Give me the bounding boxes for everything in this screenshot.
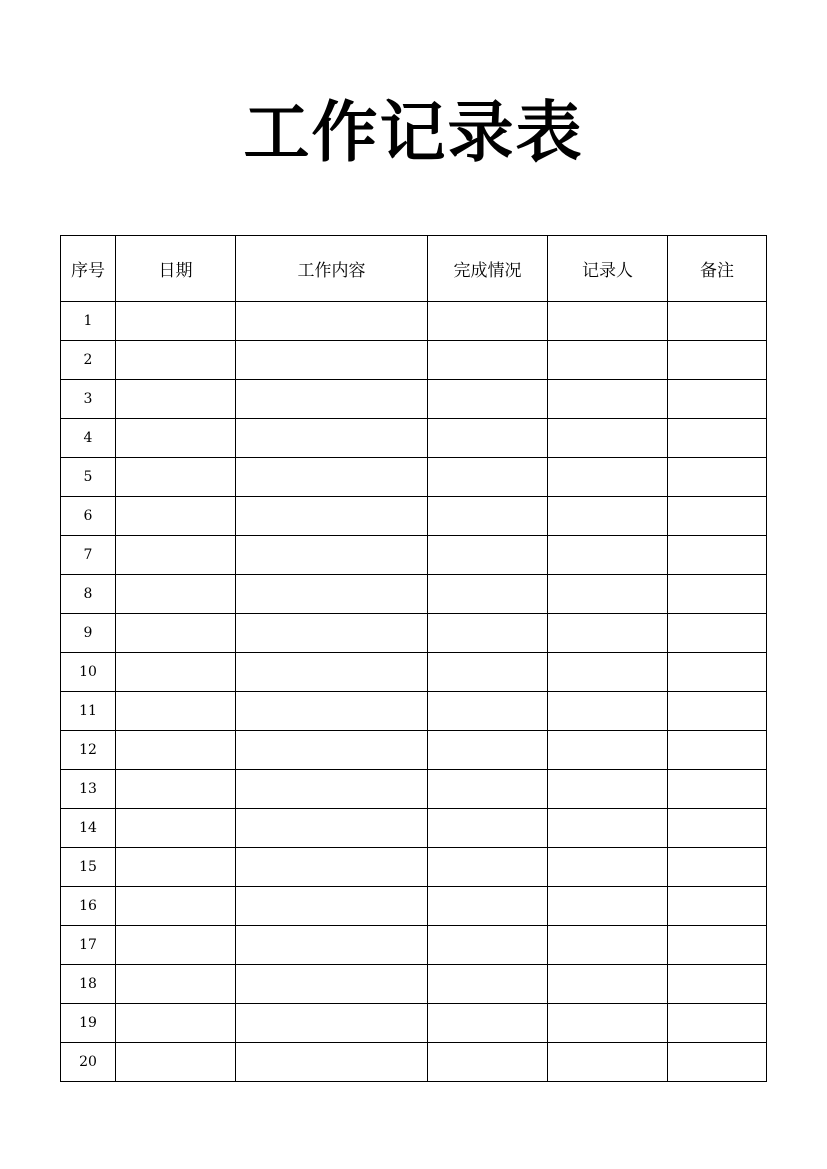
- work-content-cell[interactable]: [236, 302, 428, 341]
- date-cell[interactable]: [116, 497, 236, 536]
- date-cell[interactable]: [116, 692, 236, 731]
- work-content-cell[interactable]: [236, 575, 428, 614]
- work-content-cell[interactable]: [236, 380, 428, 419]
- recorder-cell[interactable]: [548, 1004, 668, 1043]
- remarks-cell[interactable]: [668, 692, 767, 731]
- header-row: [61, 236, 767, 302]
- remarks-cell[interactable]: [668, 458, 767, 497]
- completion-status-cell[interactable]: [428, 770, 548, 809]
- table-row: [61, 614, 767, 653]
- date-cell[interactable]: [116, 341, 236, 380]
- date-cell[interactable]: [116, 926, 236, 965]
- work-content-cell[interactable]: [236, 692, 428, 731]
- serial-number-cell: 17: [61, 926, 116, 965]
- serial-number-cell: 7: [61, 536, 116, 575]
- date-cell[interactable]: [116, 1043, 236, 1082]
- completion-status-cell[interactable]: [428, 458, 548, 497]
- work-content-cell[interactable]: [236, 848, 428, 887]
- recorder-cell[interactable]: [548, 809, 668, 848]
- recorder-cell[interactable]: [548, 614, 668, 653]
- table-row: [61, 458, 767, 497]
- completion-status-cell[interactable]: [428, 575, 548, 614]
- work-content-cell[interactable]: [236, 458, 428, 497]
- serial-number-cell: 1: [61, 302, 116, 341]
- remarks-cell[interactable]: [668, 1004, 767, 1043]
- completion-status-cell[interactable]: [428, 653, 548, 692]
- date-cell[interactable]: [116, 809, 236, 848]
- completion-status-cell[interactable]: [428, 302, 548, 341]
- serial-number-cell: 14: [61, 809, 116, 848]
- date-cell[interactable]: [116, 575, 236, 614]
- date-cell[interactable]: [116, 302, 236, 341]
- recorder-cell[interactable]: [548, 848, 668, 887]
- serial-number-cell: 3: [61, 380, 116, 419]
- date-cell[interactable]: [116, 848, 236, 887]
- recorder-cell[interactable]: [548, 887, 668, 926]
- header-recorder: 记录人: [548, 236, 668, 302]
- recorder-cell[interactable]: [548, 770, 668, 809]
- table-row: [61, 575, 767, 614]
- date-cell[interactable]: [116, 1004, 236, 1043]
- table-row: [61, 731, 767, 770]
- completion-status-cell[interactable]: [428, 419, 548, 458]
- remarks-cell[interactable]: [668, 653, 767, 692]
- completion-status-cell[interactable]: [428, 536, 548, 575]
- completion-status-cell[interactable]: [428, 731, 548, 770]
- remarks-cell[interactable]: [668, 341, 767, 380]
- recorder-cell[interactable]: [548, 497, 668, 536]
- recorder-cell[interactable]: [548, 458, 668, 497]
- work-content-cell[interactable]: [236, 341, 428, 380]
- remarks-cell[interactable]: [668, 575, 767, 614]
- recorder-cell[interactable]: [548, 731, 668, 770]
- remarks-cell[interactable]: [668, 809, 767, 848]
- work-content-cell[interactable]: [236, 1004, 428, 1043]
- header-date: 日期: [116, 236, 236, 302]
- recorder-cell[interactable]: [548, 692, 668, 731]
- serial-number-cell: 20: [61, 1043, 116, 1082]
- remarks-cell[interactable]: [668, 614, 767, 653]
- serial-number-cell: 15: [61, 848, 116, 887]
- completion-status-cell[interactable]: [428, 341, 548, 380]
- work-content-cell[interactable]: [236, 965, 428, 1004]
- date-cell[interactable]: [116, 614, 236, 653]
- table-row: [61, 926, 767, 965]
- recorder-cell[interactable]: [548, 965, 668, 1004]
- table-row: [61, 1043, 767, 1082]
- remarks-cell[interactable]: [668, 536, 767, 575]
- work-record-table: [60, 235, 767, 1082]
- date-cell[interactable]: [116, 770, 236, 809]
- date-cell[interactable]: [116, 653, 236, 692]
- remarks-cell[interactable]: [668, 965, 767, 1004]
- date-cell[interactable]: [116, 731, 236, 770]
- table-row: [61, 887, 767, 926]
- remarks-cell[interactable]: [668, 419, 767, 458]
- table-row: [61, 419, 767, 458]
- remarks-cell[interactable]: [668, 887, 767, 926]
- header-serial-number: 序号: [61, 236, 116, 302]
- table-row: [61, 965, 767, 1004]
- header-work-content: 工作内容: [236, 236, 428, 302]
- serial-number-cell: 9: [61, 614, 116, 653]
- date-cell[interactable]: [116, 458, 236, 497]
- table-row: [61, 809, 767, 848]
- table-row: [61, 770, 767, 809]
- remarks-cell[interactable]: [668, 731, 767, 770]
- serial-number-cell: 5: [61, 458, 116, 497]
- completion-status-cell[interactable]: [428, 809, 548, 848]
- recorder-cell[interactable]: [548, 341, 668, 380]
- work-content-cell[interactable]: [236, 614, 428, 653]
- work-content-cell[interactable]: [236, 1043, 428, 1082]
- table-row: [61, 497, 767, 536]
- completion-status-cell[interactable]: [428, 1043, 548, 1082]
- recorder-cell[interactable]: [548, 380, 668, 419]
- date-cell[interactable]: [116, 536, 236, 575]
- recorder-cell[interactable]: [548, 419, 668, 458]
- completion-status-cell[interactable]: [428, 926, 548, 965]
- serial-number-cell: 13: [61, 770, 116, 809]
- serial-number-cell: 11: [61, 692, 116, 731]
- completion-status-cell[interactable]: [428, 380, 548, 419]
- serial-number-cell: 10: [61, 653, 116, 692]
- recorder-cell[interactable]: [548, 575, 668, 614]
- date-cell[interactable]: [116, 965, 236, 1004]
- serial-number-cell: 16: [61, 887, 116, 926]
- completion-status-cell[interactable]: [428, 692, 548, 731]
- serial-number-cell: 12: [61, 731, 116, 770]
- remarks-cell[interactable]: [668, 848, 767, 887]
- completion-status-cell[interactable]: [428, 614, 548, 653]
- header-completion-status: 完成情况: [428, 236, 548, 302]
- recorder-cell[interactable]: [548, 926, 668, 965]
- table-row: [61, 653, 767, 692]
- completion-status-cell[interactable]: [428, 965, 548, 1004]
- work-content-cell[interactable]: [236, 497, 428, 536]
- table-row: [61, 341, 767, 380]
- recorder-cell[interactable]: [548, 302, 668, 341]
- remarks-cell[interactable]: [668, 497, 767, 536]
- table-body: [61, 302, 767, 1082]
- table-row: [61, 692, 767, 731]
- serial-number-cell: 2: [61, 341, 116, 380]
- recorder-cell[interactable]: [548, 653, 668, 692]
- completion-status-cell[interactable]: [428, 497, 548, 536]
- table-row: [61, 536, 767, 575]
- serial-number-cell: 4: [61, 419, 116, 458]
- date-cell[interactable]: [116, 419, 236, 458]
- remarks-cell[interactable]: [668, 926, 767, 965]
- work-content-cell[interactable]: [236, 770, 428, 809]
- recorder-cell[interactable]: [548, 536, 668, 575]
- serial-number-cell: 6: [61, 497, 116, 536]
- remarks-cell[interactable]: [668, 380, 767, 419]
- work-content-cell[interactable]: [236, 887, 428, 926]
- table-row: [61, 848, 767, 887]
- completion-status-cell[interactable]: [428, 887, 548, 926]
- completion-status-cell[interactable]: [428, 1004, 548, 1043]
- date-cell[interactable]: [116, 380, 236, 419]
- header-remarks: 备注: [668, 236, 767, 302]
- remarks-cell[interactable]: [668, 770, 767, 809]
- work-content-cell[interactable]: [236, 926, 428, 965]
- serial-number-cell: 18: [61, 965, 116, 1004]
- table-row: [61, 302, 767, 341]
- completion-status-cell[interactable]: [428, 848, 548, 887]
- date-cell[interactable]: [116, 887, 236, 926]
- work-content-cell[interactable]: [236, 731, 428, 770]
- page-title: 工作记录表: [243, 94, 584, 171]
- table-row: [61, 380, 767, 419]
- remarks-cell[interactable]: [668, 1043, 767, 1082]
- work-content-cell[interactable]: [236, 419, 428, 458]
- work-content-cell[interactable]: [236, 536, 428, 575]
- work-content-cell[interactable]: [236, 653, 428, 692]
- work-content-cell[interactable]: [236, 809, 428, 848]
- recorder-cell[interactable]: [548, 1043, 668, 1082]
- remarks-cell[interactable]: [668, 302, 767, 341]
- serial-number-cell: 19: [61, 1004, 116, 1043]
- table-row: [61, 1004, 767, 1043]
- serial-number-cell: 8: [61, 575, 116, 614]
